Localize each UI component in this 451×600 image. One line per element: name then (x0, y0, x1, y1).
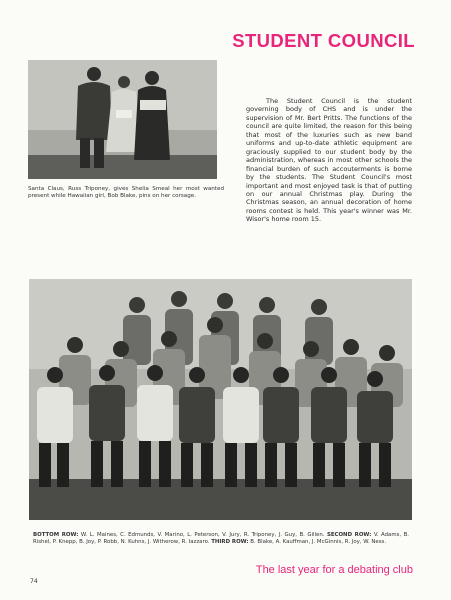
page-title: STUDENT COUNCIL (232, 30, 415, 51)
second-row-names: V. Adams, B. Rishel, P. Knepp, B. Joy, P. Robb, N. Kuhns, J. Witherow, R. Iazzaro. (33, 532, 409, 546)
group-photo-caption (33, 532, 409, 546)
student-council-group-photo (29, 279, 412, 520)
photo-caption: Santa Claus, Russ Triponey, gives Shelia Smeal her most wanted present while Hawaiian girl, Bob Blake, pins on her corsage. (28, 186, 224, 200)
page-number: 74 (30, 578, 38, 585)
christmas-play-photo (28, 60, 217, 179)
third-row-names: B. Blake, A. Kauffman, J. McGinnis, R. Joy, W. Ness. (248, 539, 387, 546)
third-row-label: THIRD ROW: (211, 539, 249, 546)
second-row-label: SECOND ROW: (326, 532, 372, 538)
bottom-row-names: W. L. Maines, C. Edmunds, V. Marino, L. Peterson, V. Jury, R. Triponey, J. Guy, B. Gillen. (78, 532, 325, 538)
group-photo-illustration (29, 279, 412, 520)
article-body: The Student Council is the student governing body of CHS and is under the supervision of Mr. Bert Pritts. The functions of the council are quite limited, the reason for this being that most of the luxuries such as new band uniforms and up-to-date athletic equipment are graciously supplied to our student body by the administration, whereas in most other schools the financial burden of such accouterments is borne by the students. The Student Council's most important and most enjoyed task is that of putting on our annual Christmas play. During the Christmas season, an annual decoration of home rooms contest is held. This year's winner was Mr. Wisor's home room 15. (246, 97, 412, 224)
tagline: The last year for a debating club (255, 564, 413, 576)
bottom-row-label: BOTTOM ROW: (33, 532, 79, 538)
christmas-play-illustration (28, 60, 217, 179)
